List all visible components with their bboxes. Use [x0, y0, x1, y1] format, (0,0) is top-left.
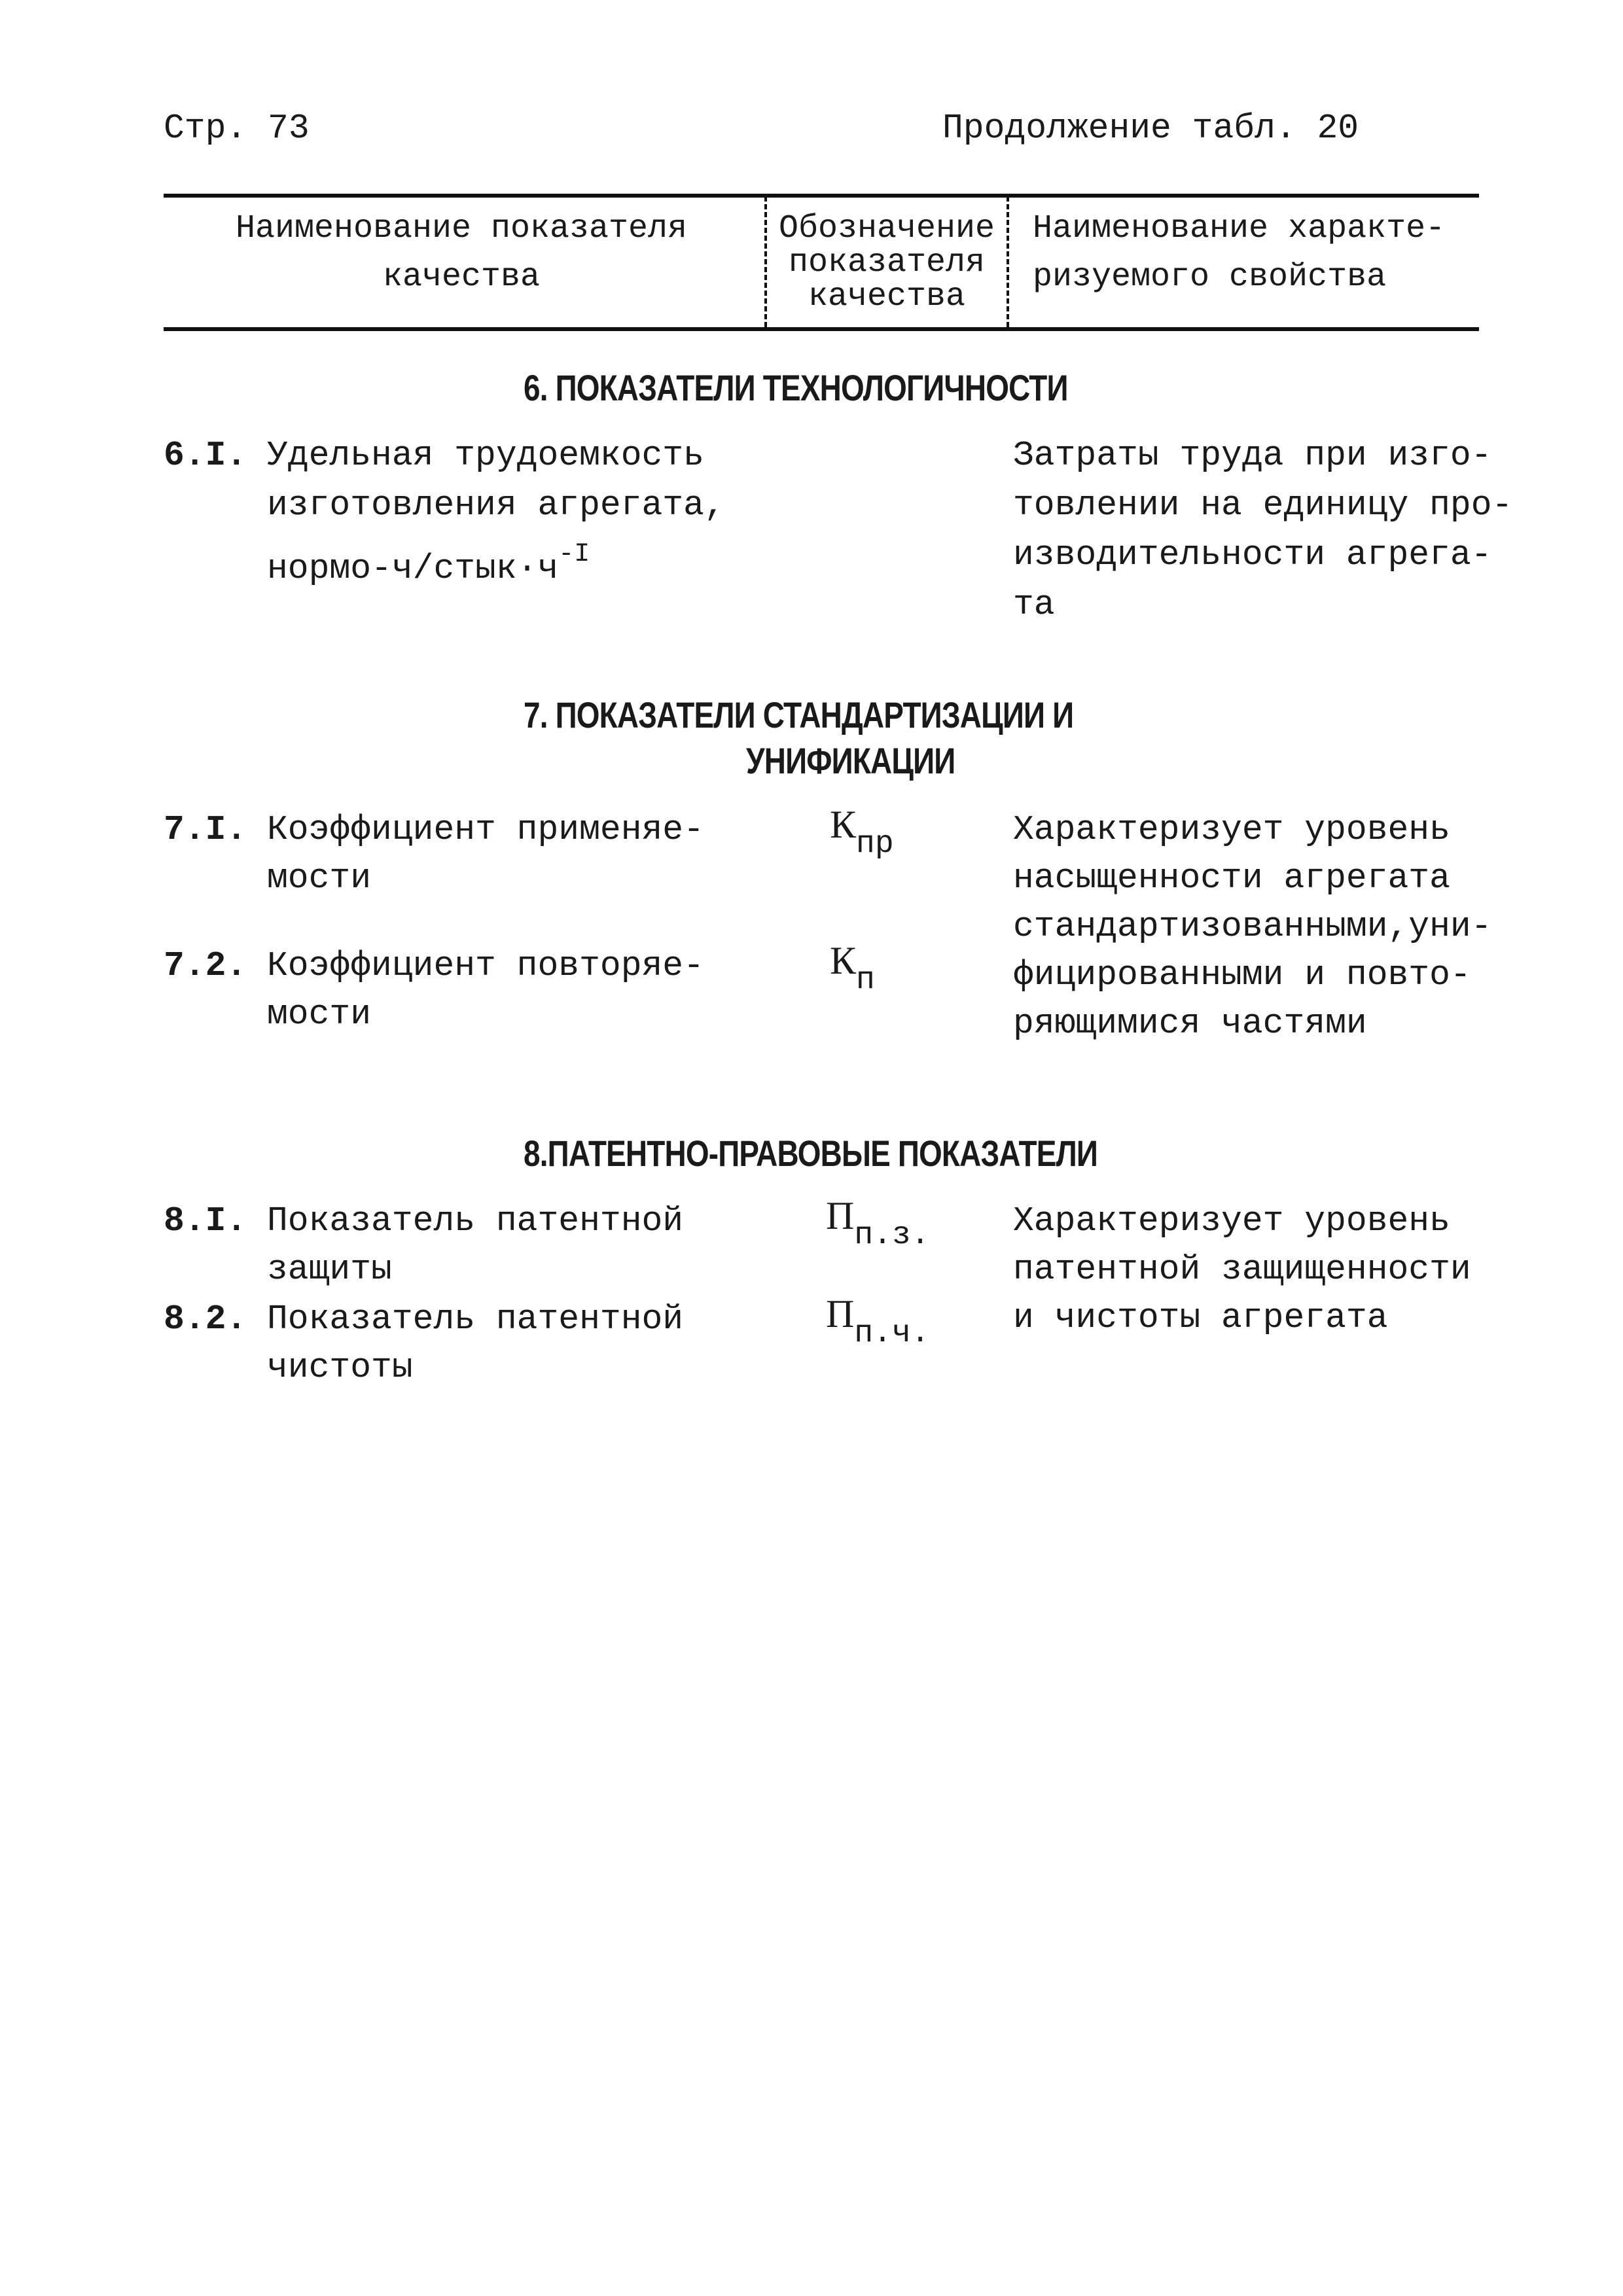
row-7-1-name-line1: Коэффициент применяе- — [267, 810, 704, 849]
row-6-1-name-line1: Удельная трудоемкость — [267, 436, 704, 475]
section-7-description-line4: фицированными и повто- — [1013, 955, 1471, 995]
row-8-2-name-line1: Показатель патентной — [267, 1299, 684, 1339]
row-8-1-number: 8.I. — [164, 1201, 247, 1241]
page-number: Стр. 73 — [164, 109, 310, 148]
section-8-description-line2: патентной защищенности — [1013, 1250, 1471, 1289]
row-6-1-name-line2: изготовления агрегата, — [267, 486, 725, 525]
column-header-property-line1: Наименование характе- — [1033, 210, 1446, 247]
section-7-description-line2: насыщенности агрегата — [1013, 858, 1450, 898]
section-7-description-line1: Характеризует уровень — [1013, 810, 1450, 849]
table-continuation-label: Продолжение табл. 20 — [942, 109, 1359, 148]
row-6-1-number: 6.I. — [164, 436, 247, 475]
section-7-title-line1: 7. ПОКАЗАТЕЛИ СТАНДАРТИЗАЦИИ И — [524, 694, 1074, 735]
row-8-1-name-line1: Показатель патентной — [267, 1201, 684, 1241]
symbol-subscript: п.ч. — [854, 1316, 930, 1351]
row-6-1-description-line3: изводительности агрега- — [1013, 535, 1492, 574]
section-8-description-line3: и чистоты агрегата — [1013, 1298, 1388, 1337]
column-separator-right — [1007, 196, 1009, 327]
symbol-subscript: п.з. — [854, 1218, 930, 1253]
row-8-1-name-line2: защиты — [267, 1250, 392, 1289]
section-6-title: 6. ПОКАЗАТЕЛИ ТЕХНОЛОГИЧНОСТИ — [524, 367, 1068, 408]
column-header-symbol-line1: Обозначение — [778, 210, 995, 247]
row-6-1-description-line4: та — [1013, 585, 1055, 624]
section-7-description-line3: стандартизованными,уни- — [1013, 907, 1492, 946]
symbol-main: К — [830, 939, 857, 982]
column-header-name-line1: Наименование показателя — [235, 210, 688, 247]
unit-text: нормо-ч/стык·ч — [267, 549, 559, 588]
row-7-1-name-line2: мости — [267, 858, 372, 898]
row-7-2-name-line1: Коэффициент повторяе- — [267, 946, 704, 985]
column-header-name-line2: качества — [382, 258, 541, 296]
row-6-1-description-line1: Затраты труда при изго- — [1013, 436, 1492, 475]
column-header-property-line2: ризуемого свойства — [1033, 258, 1387, 296]
section-8-description-line1: Характеризует уровень — [1013, 1201, 1450, 1241]
symbol-subscript: п — [856, 963, 875, 998]
symbol-subscript: пр — [856, 826, 894, 862]
row-7-2-number: 7.2. — [164, 946, 247, 985]
row-8-2-number: 8.2. — [164, 1299, 247, 1339]
section-8-title: 8.ПАТЕНТНО-ПРАВОВЫЕ ПОКАЗАТЕЛИ — [524, 1133, 1098, 1174]
row-6-1-description-line2: товлении на единицу про- — [1013, 486, 1513, 525]
unit-exponent: -I — [558, 540, 590, 569]
row-7-1-number: 7.I. — [164, 810, 247, 849]
column-separator-left — [764, 196, 767, 327]
header-top-rule — [164, 194, 1479, 198]
row-8-1-symbol — [826, 1193, 930, 1253]
symbol-main: П — [826, 1194, 855, 1237]
row-8-2-name-line2: чистоты — [267, 1348, 413, 1387]
header-bottom-rule — [164, 327, 1479, 331]
row-7-2-symbol — [830, 938, 875, 998]
row-7-2-name-line2: мости — [267, 995, 372, 1034]
section-7-description-line5: ряющимися частями — [1013, 1004, 1367, 1043]
row-6-1-name-line3 — [267, 531, 590, 592]
row-7-1-symbol — [830, 802, 894, 862]
symbol-main: К — [830, 803, 857, 846]
column-header-symbol-line2: показателя — [788, 244, 986, 281]
column-header-symbol-line3: качества — [808, 278, 966, 315]
symbol-main: П — [826, 1292, 855, 1335]
row-8-2-symbol — [826, 1292, 930, 1351]
section-7-title-line2: УНИФИКАЦИИ — [746, 740, 955, 781]
